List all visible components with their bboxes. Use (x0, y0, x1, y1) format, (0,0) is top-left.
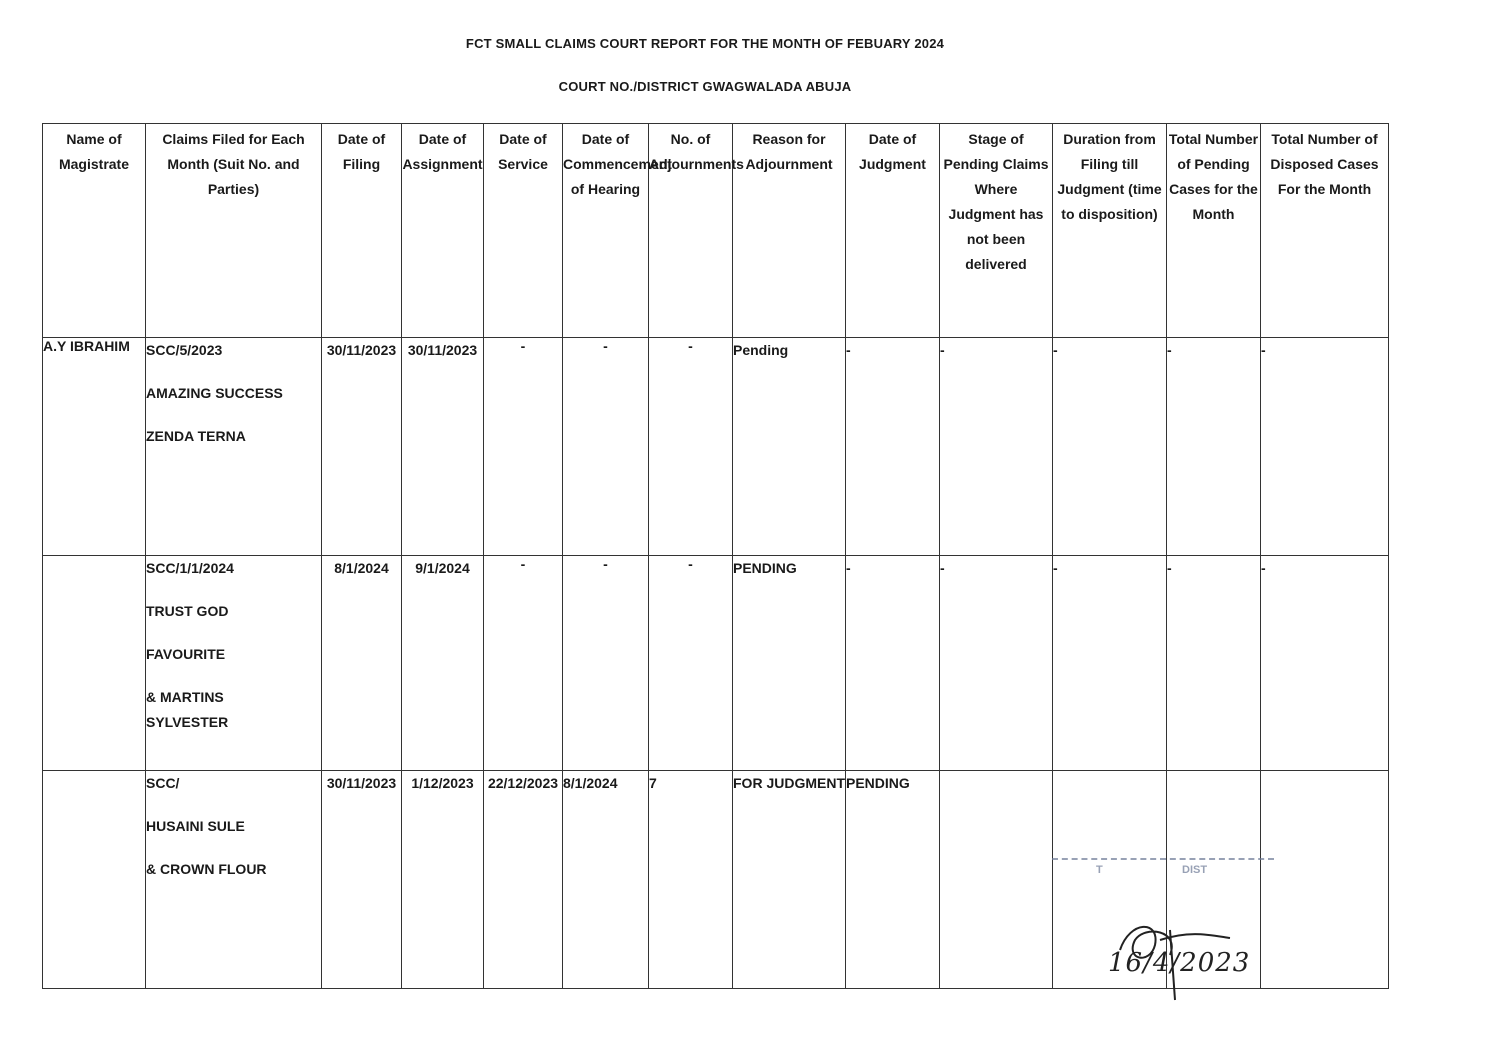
court-district: COURT NO./DISTRICT GWAGWALADA ABUJA (558, 79, 852, 94)
date-service-cell: 22/12/2023 (484, 771, 563, 989)
adjournments-cell: 7 (649, 771, 733, 989)
total-disposed-cell: - (1261, 556, 1389, 771)
reason-cell: FOR JUDGMENT (733, 771, 846, 989)
col-header-date-service: Date of Service (484, 124, 563, 338)
date-judgment-cell: - (846, 338, 940, 556)
col-header-date-commencement: Date of Commencement of Hearing (563, 124, 649, 338)
party-name: & CROWN FLOUR (146, 861, 267, 877)
date-filing-cell: 8/1/2024 (322, 556, 402, 771)
claim-cell (146, 556, 322, 771)
duration-cell: - (1053, 338, 1167, 556)
date-service-cell: - (484, 338, 563, 556)
suit-number: SCC/ (146, 775, 180, 791)
magistrate-cell (43, 556, 146, 771)
date-judgment-cell: PENDING (846, 771, 940, 989)
reason-cell: Pending (733, 338, 846, 556)
table-row (43, 556, 1389, 771)
stage-cell: - (940, 338, 1053, 556)
col-header-magistrate: Name of Magistrate (43, 124, 146, 338)
col-header-adjournments: No. of Adjournments (649, 124, 733, 338)
col-header-total-disposed: Total Number of Disposed Cases For the Month (1261, 124, 1389, 338)
date-commencement-cell: - (563, 338, 649, 556)
party-name: ZENDA TERNA (146, 428, 246, 444)
suit-number: SCC/5/2023 (146, 342, 223, 358)
col-header-date-assignment: Date of Assignment (402, 124, 484, 338)
official-stamp (1052, 858, 1274, 900)
stamp-text: DIST (1182, 864, 1208, 876)
date-commencement-cell: 8/1/2024 (563, 771, 649, 989)
table-row (43, 338, 1389, 556)
date-judgment-cell: - (846, 556, 940, 771)
date-assignment-cell: 9/1/2024 (402, 556, 484, 771)
report-title: FCT SMALL CLAIMS COURT REPORT FOR THE MONTH OF FEBUARY 2024 (465, 36, 945, 51)
header-row (43, 124, 1389, 338)
suit-number: SCC/1/1/2024 (146, 560, 234, 576)
date-assignment-cell: 1/12/2023 (402, 771, 484, 989)
party-name: AMAZING SUCCESS (146, 385, 283, 401)
signature-date: 16/4/2023 (1108, 948, 1251, 978)
date-filing-cell: 30/11/2023 (322, 771, 402, 989)
date-filing-cell: 30/11/2023 (322, 338, 402, 556)
reason-cell: PENDING (733, 556, 846, 771)
party-name: TRUST GOD (146, 603, 229, 619)
magistrate-cell: A.Y IBRAHIM (43, 338, 146, 556)
claim-cell (146, 771, 322, 989)
magistrate-cell (43, 771, 146, 989)
party-name: & MARTINS SYLVESTER (146, 689, 229, 730)
col-header-reason: Reason for Adjournment (733, 124, 846, 338)
date-assignment-cell: 30/11/2023 (402, 338, 484, 556)
adjournments-cell: - (649, 556, 733, 771)
stage-cell (940, 771, 1053, 989)
col-header-date-filing: Date of Filing (322, 124, 402, 338)
col-header-claims: Claims Filed for Each Month (Suit No. and Parties) (146, 124, 322, 338)
total-disposed-cell: - (1261, 338, 1389, 556)
claim-cell (146, 338, 322, 556)
col-header-duration: Duration from Filing till Judgment (time to disposition) (1053, 124, 1167, 338)
stamp-text: T (1096, 864, 1103, 876)
total-pending-cell: - (1167, 338, 1261, 556)
date-commencement-cell: - (563, 556, 649, 771)
total-pending-cell: - (1167, 556, 1261, 771)
date-service-cell: - (484, 556, 563, 771)
adjournments-cell: - (649, 338, 733, 556)
duration-cell: - (1053, 556, 1167, 771)
stage-cell: - (940, 556, 1053, 771)
party-name: FAVOURITE (146, 646, 226, 662)
party-name: HUSAINI SULE (146, 818, 245, 834)
col-header-total-pending: Total Number of Pending Cases for the Month (1167, 124, 1261, 338)
col-header-date-judgment: Date of Judgment (846, 124, 940, 338)
col-header-stage: Stage of Pending Claims Where Judgment has not been delivered (940, 124, 1053, 338)
